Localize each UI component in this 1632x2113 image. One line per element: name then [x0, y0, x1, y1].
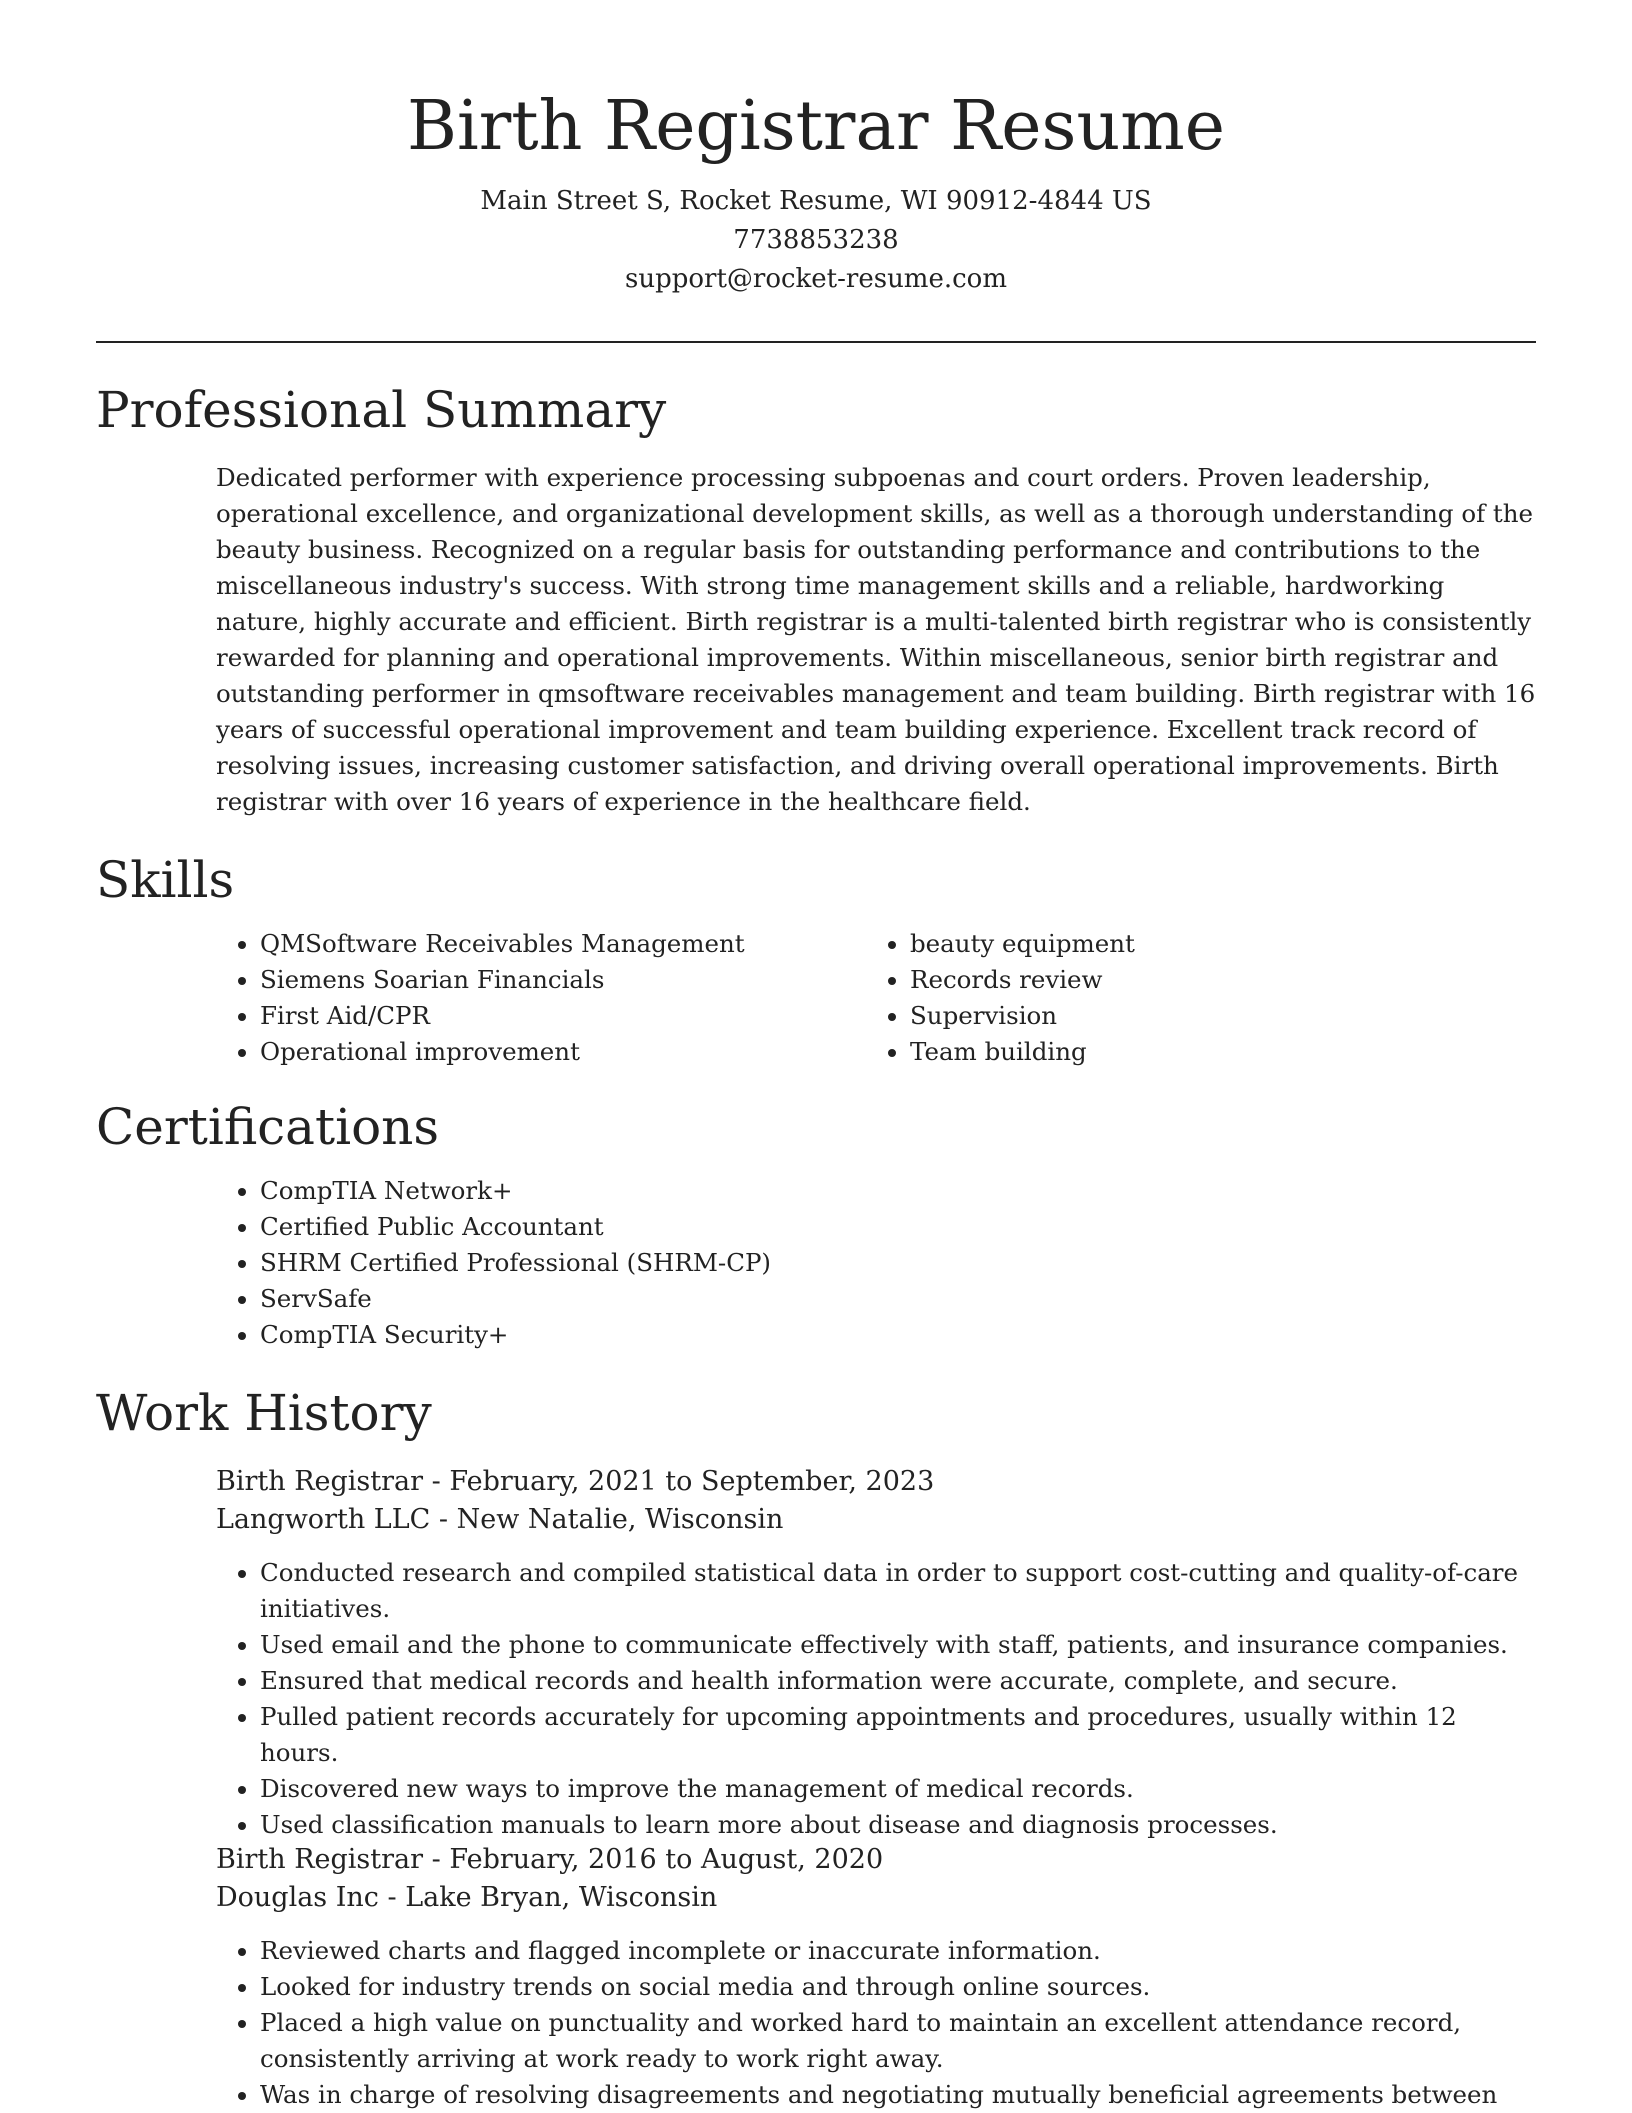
job-entry	[216, 1841, 1536, 2113]
job-title-line: Birth Registrar - February, 2021 to September, 2023	[216, 1466, 935, 1497]
certifications-heading: Certifications	[96, 1098, 440, 1156]
skills-column-left	[216, 926, 866, 1070]
skills-heading: Skills	[96, 851, 235, 909]
job-location: Lake Bryan, Wisconsin	[405, 1882, 718, 1913]
job-bullet: • Used email and the phone to communicate effectively with staff, patients, and insurance companies.	[260, 1627, 1536, 1663]
contact-email: support@rocket-resume.com	[624, 264, 1007, 294]
job-title-line: Birth Registrar - February, 2016 to August, 2020	[216, 1844, 884, 1875]
skill-item: • Records review	[910, 962, 1516, 998]
job-bullet: • Ensured that medical records and health information were accurate, complete, and secure.	[260, 1663, 1536, 1699]
job-company-line: Langworth LLC - New Natalie, Wisconsin	[216, 1504, 784, 1535]
job-bullet: • Pulled patient records accurately for upcoming appointments and procedures, usually within 12 hours.	[260, 1699, 1536, 1771]
contact-phone: 7738853238	[733, 225, 899, 255]
job-bullets	[216, 1933, 1536, 2113]
summary-section	[216, 460, 1536, 820]
certifications-list	[216, 1173, 1536, 1353]
certification-item: • CompTIA Security+	[260, 1317, 1536, 1353]
resume-title: Birth Registrar Resume	[407, 87, 1225, 166]
job-location: New Natalie, Wisconsin	[456, 1504, 784, 1535]
summary-text: Dedicated performer with experience processing subpoenas and court orders. Proven leadership, operational excellence, and organizational development skills, as well as a thorough understanding of the beauty business. Recognized on a regular basis for outstanding performance and contributions to the miscellaneous industry's success. With strong time management skills and a reliable, hardworking nature, highly accurate and efficient. Birth registrar is a multi-talented birth registrar who is consistently rewarded for planning and operational improvements. Within miscellaneous, senior birth registrar and outstanding performer in qmsoftware receivables management and team building. Birth registrar with 16 years of successful operational improvement and team building experience. Excellent track record of resolving issues, increasing customer satisfaction, and driving overall operational improvements. Birth registrar with over 16 years of experience in the healthcare field.	[216, 463, 1536, 816]
skill-item: • First Aid/CPR	[260, 998, 866, 1034]
resume-header	[96, 82, 1536, 299]
summary-heading: Professional Summary	[96, 381, 667, 439]
certification-item: • Certified Public Accountant	[260, 1209, 1536, 1245]
job-dates: February, 2016 to August, 2020	[449, 1844, 884, 1875]
job-company-line: Douglas Inc - Lake Bryan, Wisconsin	[216, 1882, 718, 1913]
skill-item: • beauty equipment	[910, 926, 1516, 962]
contact-address: Main Street S, Rocket Resume, WI 90912-4844 US	[480, 186, 1152, 216]
job-bullets	[216, 1555, 1536, 1843]
certification-item: • ServSafe	[260, 1281, 1536, 1317]
header-divider	[96, 341, 1536, 343]
job-bullet: • Conducted research and compiled statistical data in order to support cost-cutting and quality-of-care initiatives.	[260, 1555, 1536, 1627]
work-history-heading: Work History	[96, 1384, 432, 1442]
skill-item: • Siemens Soarian Financials	[260, 962, 866, 998]
job-title: Birth Registrar	[216, 1466, 424, 1497]
job-entry	[216, 1463, 1536, 1843]
job-company: Douglas Inc	[216, 1882, 379, 1913]
certification-item: • CompTIA Network+	[260, 1173, 1536, 1209]
job-bullet: • Discovered new ways to improve the management of medical records.	[260, 1771, 1536, 1807]
job-company: Langworth LLC	[216, 1504, 431, 1535]
skill-item: • Supervision	[910, 998, 1516, 1034]
certification-item: • SHRM Certified Professional (SHRM-CP)	[260, 1245, 1536, 1281]
job-bullet: • Was in charge of resolving disagreements and negotiating mutually beneficial agreements between	[260, 2077, 1536, 2113]
job-bullet: • Used classification manuals to learn more about disease and diagnosis processes.	[260, 1807, 1536, 1843]
skills-list	[216, 926, 1536, 1070]
job-bullet: • Placed a high value on punctuality and worked hard to maintain an excellent attendance record, consistently arriving at work ready to work right away.	[260, 2005, 1536, 2077]
skill-item: • Operational improvement	[260, 1034, 866, 1070]
job-dates: February, 2021 to September, 2023	[449, 1466, 935, 1497]
skill-item: • QMSoftware Receivables Management	[260, 926, 866, 962]
job-bullet: • Looked for industry trends on social media and through online sources.	[260, 1969, 1536, 2005]
skill-item: • Team building	[910, 1034, 1516, 1070]
skills-column-right	[866, 926, 1516, 1070]
job-bullet: • Reviewed charts and flagged incomplete or inaccurate information.	[260, 1933, 1536, 1969]
job-title: Birth Registrar	[216, 1844, 424, 1875]
